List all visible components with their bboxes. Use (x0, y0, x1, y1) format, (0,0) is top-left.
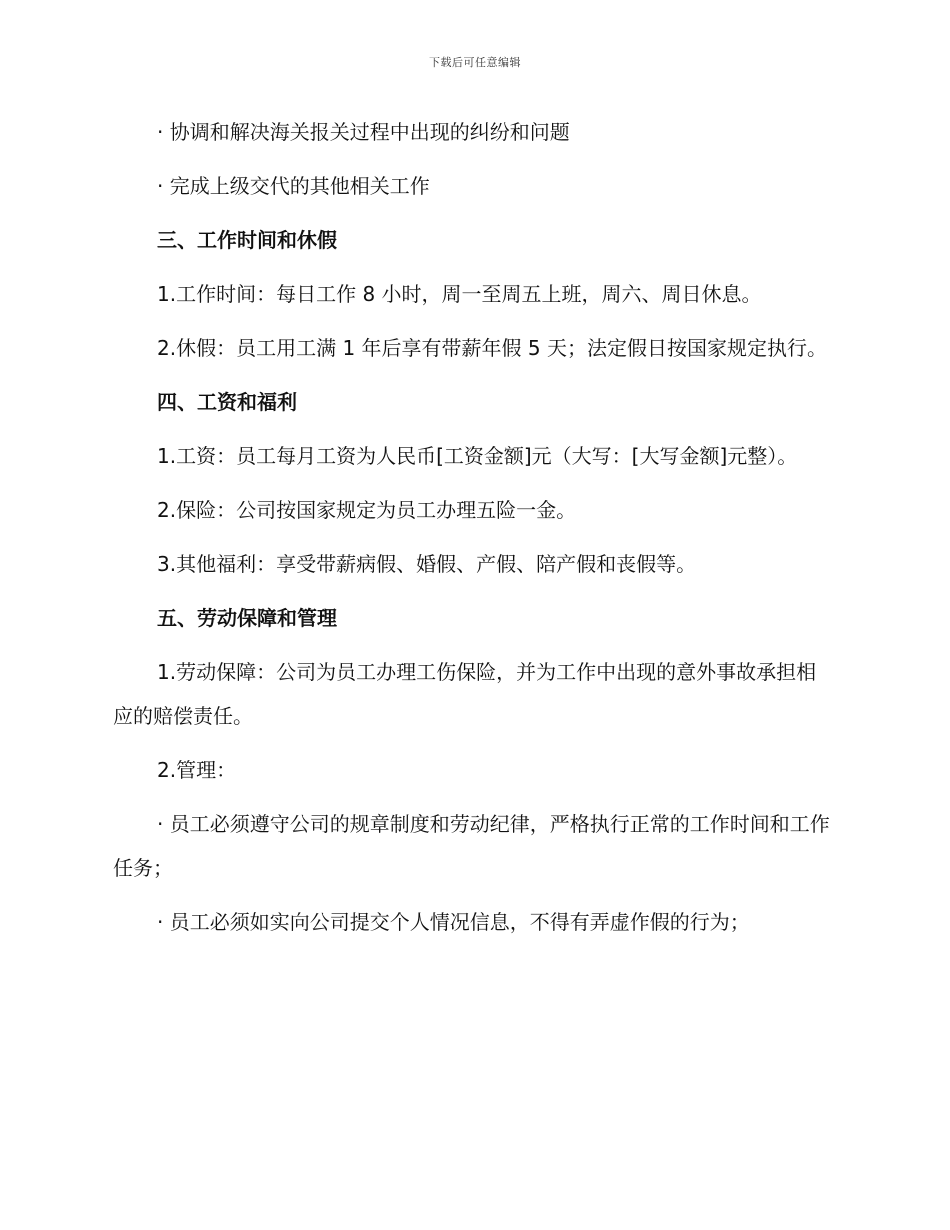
section-heading-work-hours: 三、工作时间和休假 (157, 228, 337, 252)
bullet-item-resolve-disputes: · 协调和解决海关报关过程中出现的纠纷和问题 (157, 120, 570, 144)
clause-management: 2.管理： (157, 758, 237, 782)
bullet-item-rules-discipline: · 员工必须遵守公司的规章制度和劳动纪律，严格执行正常的工作时间和工作任务； (113, 812, 830, 880)
section-heading-salary-benefits: 四、工资和福利 (157, 390, 297, 414)
clause-insurance: 2.保险：公司按国家规定为员工办理五险一金。 (157, 498, 577, 522)
page-header-watermark: 下载后可任意编辑 (429, 56, 521, 69)
clause-labor-protection: 1.劳动保障：公司为员工办理工伤保险，并为工作中出现的意外事故承担相应的赔偿责任。 (113, 660, 817, 728)
section-heading-labor-protection: 五、劳动保障和管理 (157, 606, 337, 630)
bullet-item-honest-info: · 员工必须如实向公司提交个人情况信息，不得有弄虚作假的行为； (157, 910, 750, 934)
clause-other-benefits: 3.其他福利：享受带薪病假、婚假、产假、陪产假和丧假等。 (157, 552, 697, 576)
document-body (113, 110, 833, 954)
clause-vacation: 2.休假：员工用工满 1 年后享有带薪年假 5 天；法定假日按国家规定执行。 (157, 336, 827, 360)
clause-salary: 1.工资：员工每月工资为人民币[工资金额]元（大写：[大写金额]元整）。 (157, 444, 798, 468)
clause-work-time: 1.工作时间：每日工作 8 小时，周一至周五上班，周六、周日休息。 (157, 282, 762, 306)
bullet-item-other-tasks: · 完成上级交代的其他相关工作 (157, 174, 430, 198)
